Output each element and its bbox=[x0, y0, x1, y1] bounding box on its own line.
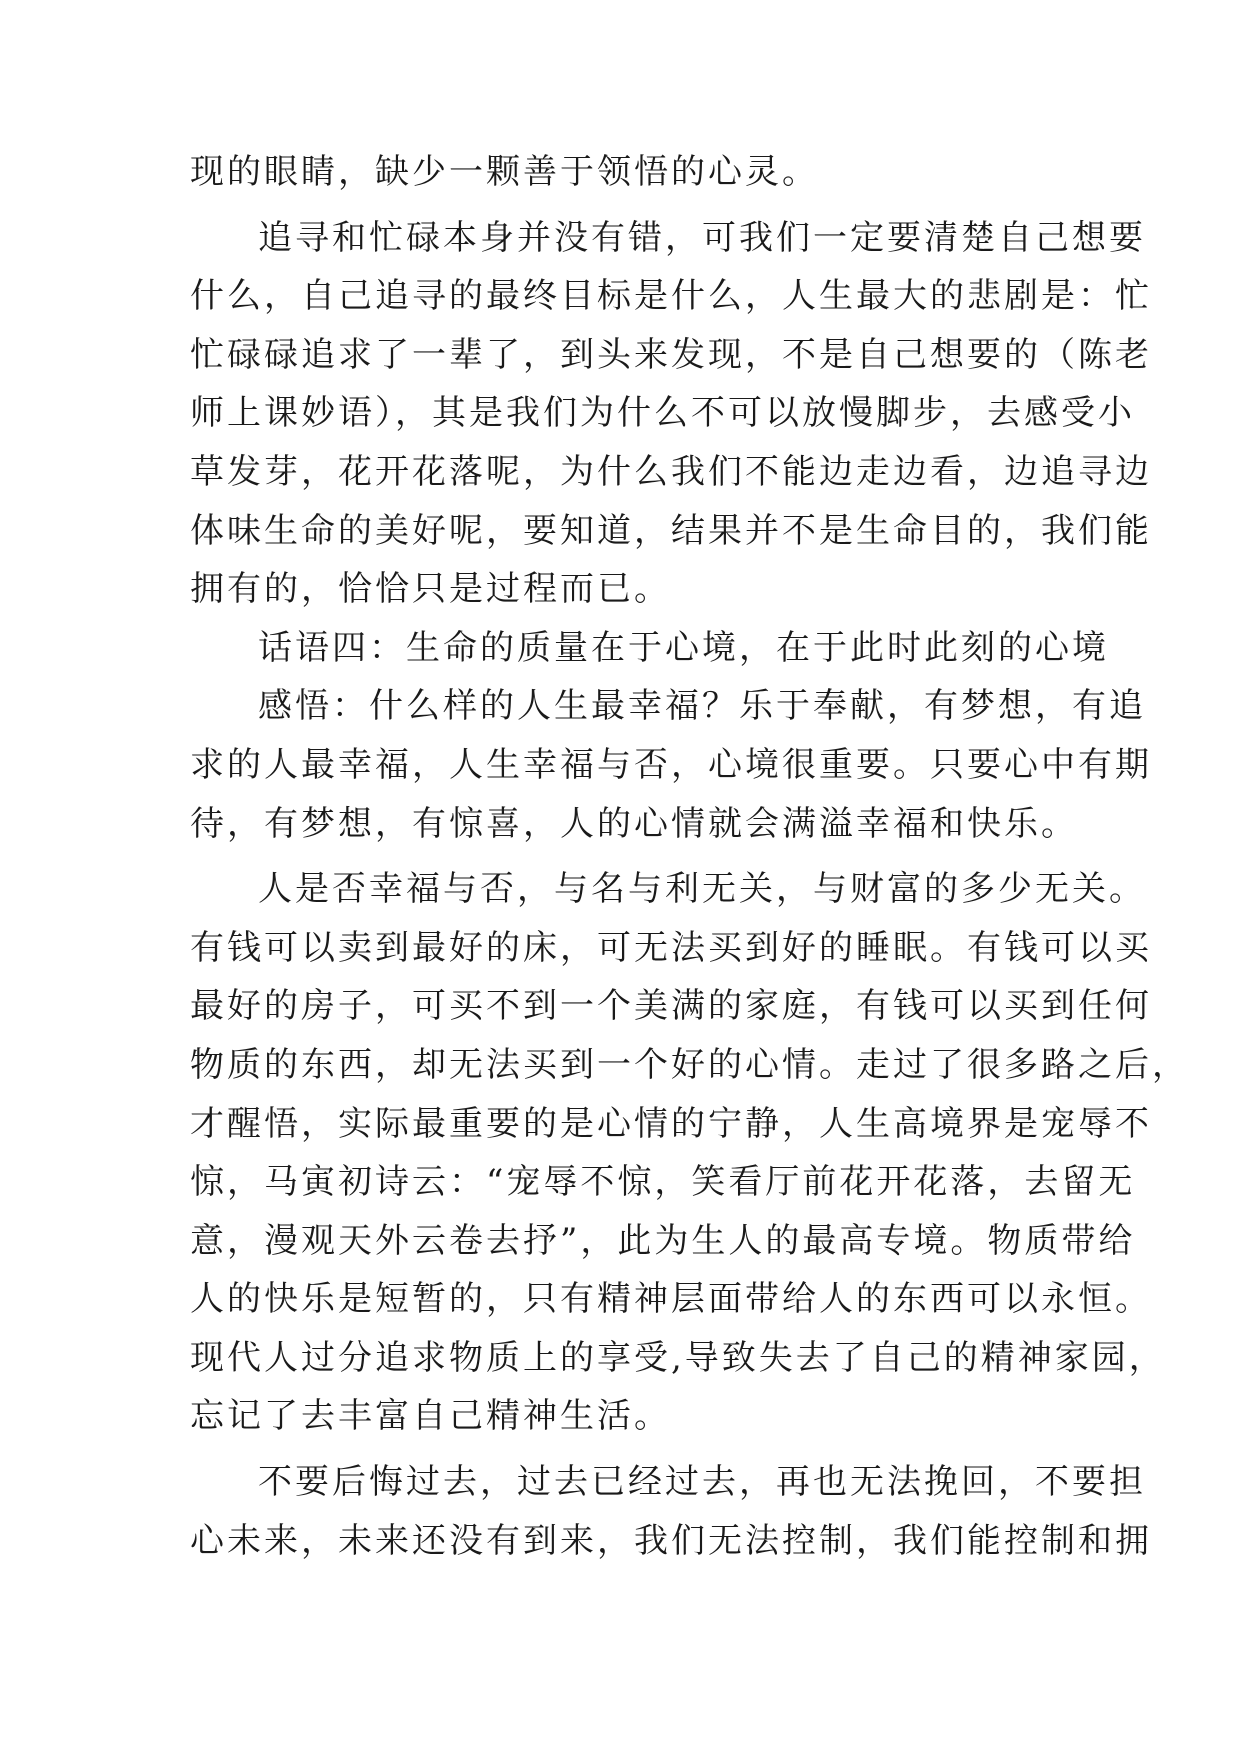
text-line: 惊，马寅初诗云：“宠辱不惊，笑看厅前花开花落，去留无 bbox=[190, 1162, 1136, 1203]
text-line: 求的人最幸福，人生幸福与否，心境很重要。只要心中有期 bbox=[190, 744, 1152, 785]
text-line: 现代人过分追求物质上的享受,导致失去了自己的精神家园， bbox=[190, 1337, 1166, 1378]
paragraph-first-line: 人是否幸福与否，与名与利无关，与财富的多少无关。 bbox=[258, 869, 1146, 910]
paragraph-first-line: 感悟：什么样的人生最幸福？乐于奉献，有梦想，有追 bbox=[258, 686, 1146, 727]
text-line: 师上课妙语），其是我们为什么不可以放慢脚步，去感受小 bbox=[190, 393, 1135, 434]
text-line: 忘记了去丰富自己精神生活。 bbox=[190, 1396, 671, 1437]
text-line: 什么，自己追寻的最终目标是什么，人生最大的悲剧是：忙 bbox=[190, 276, 1152, 317]
text-line: 人的快乐是短暂的，只有精神层面带给人的东西可以永恒。 bbox=[190, 1279, 1152, 1320]
text-line: 现的眼睛，缺少一颗善于领悟的心灵。 bbox=[190, 152, 819, 192]
section-heading: 话语四：生命的质量在于心境，在于此时此刻的心境 bbox=[258, 627, 1109, 668]
body-text bbox=[190, 143, 1189, 1570]
text-line: 物质的东西，却无法买到一个好的心情。走过了很多路之后， bbox=[190, 1044, 1189, 1085]
paragraph-first-line: 追寻和忙碌本身并没有错，可我们一定要清楚自己想要 bbox=[258, 217, 1146, 258]
text-line: 忙碌碌追求了一辈了，到头来发现，不是自己想要的（陈老 bbox=[190, 334, 1152, 375]
text-line: 草发芽，花开花落呢，为什么我们不能边走边看，边追寻边 bbox=[190, 451, 1152, 492]
text-line: 有钱可以卖到最好的床，可无法买到好的睡眠。有钱可以买 bbox=[190, 927, 1152, 968]
text-line: 最好的房子，可买不到一个美满的家庭，有钱可以买到任何 bbox=[190, 986, 1152, 1027]
text-line: 才醒悟，实际最重要的是心情的宁静，人生高境界是宠辱不 bbox=[190, 1103, 1152, 1144]
text-line: 体味生命的美好呢，要知道，结果并不是生命目的，我们能 bbox=[190, 510, 1152, 551]
text-line: 心未来，未来还没有到来，我们无法控制，我们能控制和拥 bbox=[190, 1520, 1152, 1561]
text-line: 拥有的，恰恰只是过程而已。 bbox=[190, 569, 671, 610]
text-line: 待，有梦想，有惊喜，人的心情就会满溢幸福和快乐。 bbox=[190, 803, 1078, 844]
paragraph-first-line: 不要后悔过去，过去已经过去，再也无法挽回，不要担 bbox=[258, 1462, 1146, 1503]
text-line: 意，漫观天外云卷去抒”，此为生人的最高专境。物质带给 bbox=[190, 1220, 1136, 1261]
